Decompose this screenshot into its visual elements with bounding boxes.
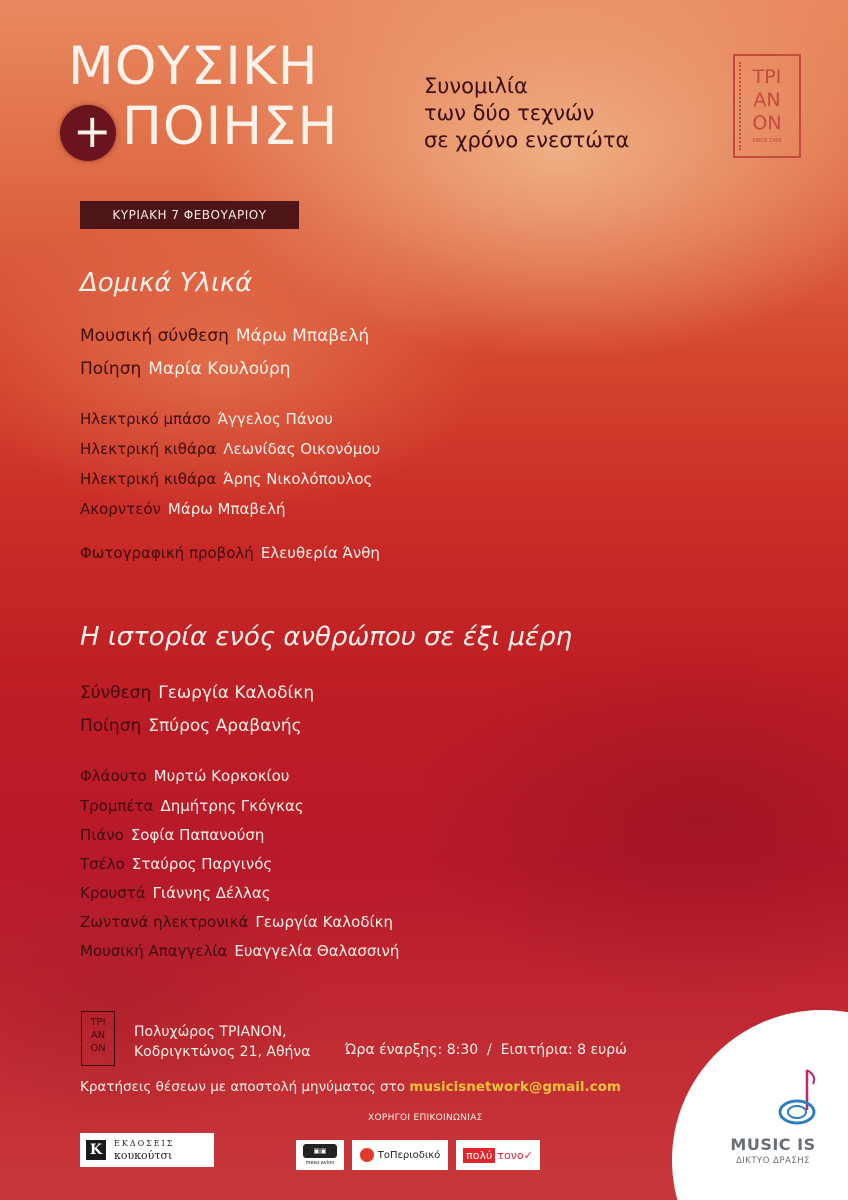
trianon-logo-row: ΑΝ	[753, 89, 781, 111]
film-strip-icon	[739, 62, 746, 150]
polytono-part2: τονο	[497, 1148, 524, 1162]
performer-row	[80, 913, 393, 931]
credit-role: Ποίηση	[80, 716, 142, 736]
music-is-tagline: ΔΙΚΤΥΟ ΔΡΑΣΗΣ	[735, 1156, 811, 1166]
koukoutsi-text	[114, 1138, 174, 1162]
credit-name: Γεωργία Καλοδίκη	[158, 683, 315, 703]
credit-role: Ποίηση	[80, 359, 142, 379]
trianon-logo-row: ΟΝ	[90, 1043, 106, 1054]
credit-name: Μαρία Κουλούρη	[148, 359, 291, 379]
section1-title: Δομικά Υλικά	[80, 268, 253, 298]
koukoutsi-logo-icon: K	[86, 1140, 106, 1160]
performer-row	[80, 797, 304, 815]
subtitle-line: Συνομιλία	[424, 74, 528, 98]
credit-row	[80, 359, 291, 379]
credit-name: Γεωργία Καλοδίκη	[255, 913, 393, 931]
credit-role: Μουσική σύνθεση	[80, 326, 229, 346]
credit-name: Ευαγγελία Θαλασσινή	[234, 942, 400, 960]
credit-name: Ελευθερία Άνθη	[260, 544, 380, 562]
trianon-logo-row: ΤΡΙ	[90, 1017, 106, 1028]
performer-row	[80, 500, 285, 518]
reservations-email[interactable]: musicisnetwork@gmail.com	[409, 1079, 621, 1095]
credit-name: Μυρτώ Κορκοκίου	[153, 767, 290, 785]
credit-role: Ηλεκτρικό μπάσο	[80, 410, 211, 428]
toperiodiko-dot-icon	[360, 1148, 374, 1162]
credit-name: Λεωνίδας Οικονόμου	[223, 440, 381, 458]
music-is-name: MUSIC IS	[730, 1135, 816, 1154]
date-badge: ΚΥΡΙΑΚΗ 7 ΦΕΒΟΥΑΡΙΟΥ	[80, 201, 299, 229]
koukoutsi-line1: ΕΚΔΟΣΕΙΣ	[114, 1139, 175, 1148]
performer-row	[80, 410, 333, 428]
venue-trianon-logo	[81, 1011, 115, 1066]
performer-row	[80, 767, 289, 785]
credit-role: Τρομπέτα	[80, 797, 154, 815]
subtitle-line: σε χρόνο ενεστώτα	[424, 128, 630, 152]
credit-name: Μάρω Μπαβελή	[167, 500, 286, 518]
title-line-poetry: ΠΟΙΗΣΗ	[122, 96, 339, 157]
credit-row	[80, 326, 369, 346]
performer-row	[80, 826, 264, 844]
venue-name: Πολυχώρος ΤΡΙΑΝΟΝ,	[134, 1024, 287, 1040]
performer-row	[80, 942, 399, 960]
credit-role: Κρουστά	[80, 884, 146, 902]
plus-icon: +	[73, 104, 112, 158]
trianon-logo-row: ΑΝ	[90, 1030, 106, 1041]
polytono-check-icon: ✓	[523, 1148, 533, 1162]
reservations-line	[80, 1077, 621, 1097]
sponsor-polytono	[456, 1140, 540, 1170]
credit-name: Σταύρος Παργινός	[131, 855, 273, 873]
sponsor-mesoavi	[296, 1140, 344, 1170]
credit-name: Γιάννης Δέλλας	[152, 884, 271, 902]
credit-role: Μουσική Απαγγελία	[80, 942, 228, 960]
credit-role: Ακορντεόν	[80, 500, 161, 518]
trianon-logo-row: ΟΝ	[752, 112, 782, 134]
credit-role: Τσέλο	[80, 855, 125, 873]
credit-role: Σύνθεση	[80, 683, 152, 703]
subtitle-line: των δύο τεχνών	[424, 101, 595, 125]
credit-role: Ζωντανά ηλεκτρονικά	[80, 913, 249, 931]
credit-role: Ηλεκτρική κιθάρα	[80, 440, 217, 458]
credit-name: Δημήτρης Γκόγκας	[160, 797, 304, 815]
polytono-part1: πολύ	[463, 1148, 495, 1163]
performer-row	[80, 855, 272, 873]
reservations-text: Κρατήσεις θέσεων με αποστολή μηνύματος στο	[80, 1079, 405, 1095]
trianon-logo	[733, 54, 801, 158]
title-line-music: ΜΟΥΣΙΚΗ	[68, 36, 319, 97]
section2-title: Η ιστορία ενός ανθρώπου σε έξι μέρη	[80, 622, 573, 652]
time-tickets: Ώρα έναρξης: 8:30 / Εισιτήρια: 8 ευρώ	[345, 1042, 627, 1058]
performer-row	[80, 884, 271, 902]
credit-name: Άγγελος Πάνου	[217, 410, 333, 428]
credit-role: Πιάνο	[80, 826, 124, 844]
sponsor-toperiodiko	[352, 1140, 448, 1170]
koukoutsi-line2: κουκούτσι	[114, 1149, 173, 1162]
credit-name: Άρης Νικολόπουλος	[223, 470, 373, 488]
credit-row	[80, 683, 314, 703]
credit-role: Ηλεκτρική κιθάρα	[80, 470, 217, 488]
trianon-logo-since: SINCE 1968	[752, 138, 782, 144]
performer-row	[80, 470, 372, 488]
toperiodiko-text: ΤοΠεριοδικό	[377, 1149, 441, 1161]
venue-street: Κοδριγκτώνος 21, Αθήνα	[134, 1044, 311, 1060]
credit-name: Σπύρος Αραβανής	[148, 716, 302, 736]
credit-role: Φωτογραφική προβολή	[80, 544, 254, 562]
music-note-icon	[773, 1066, 825, 1130]
subtitle	[424, 73, 629, 154]
sponsor-koukoutsi	[80, 1133, 214, 1167]
performer-row	[80, 544, 380, 562]
performer-row	[80, 440, 380, 458]
credit-name: Σοφία Παπανούση	[130, 826, 265, 844]
credit-row	[80, 716, 302, 736]
venue-address	[134, 1022, 310, 1062]
credit-name: Μάρω Μπαβελή	[235, 326, 370, 346]
credit-role: Φλάουτο	[80, 767, 147, 785]
mesoavi-text: meso.avion	[305, 1160, 335, 1166]
trianon-logo-row: ΤΡΙ	[752, 66, 782, 88]
sponsors-heading: ΧΟΡΗΓΟΙ ΕΠΙΚΟΙΝΩΝΙΑΣ	[368, 1113, 483, 1123]
mesoavi-logo-icon: ▣▣	[303, 1144, 337, 1158]
